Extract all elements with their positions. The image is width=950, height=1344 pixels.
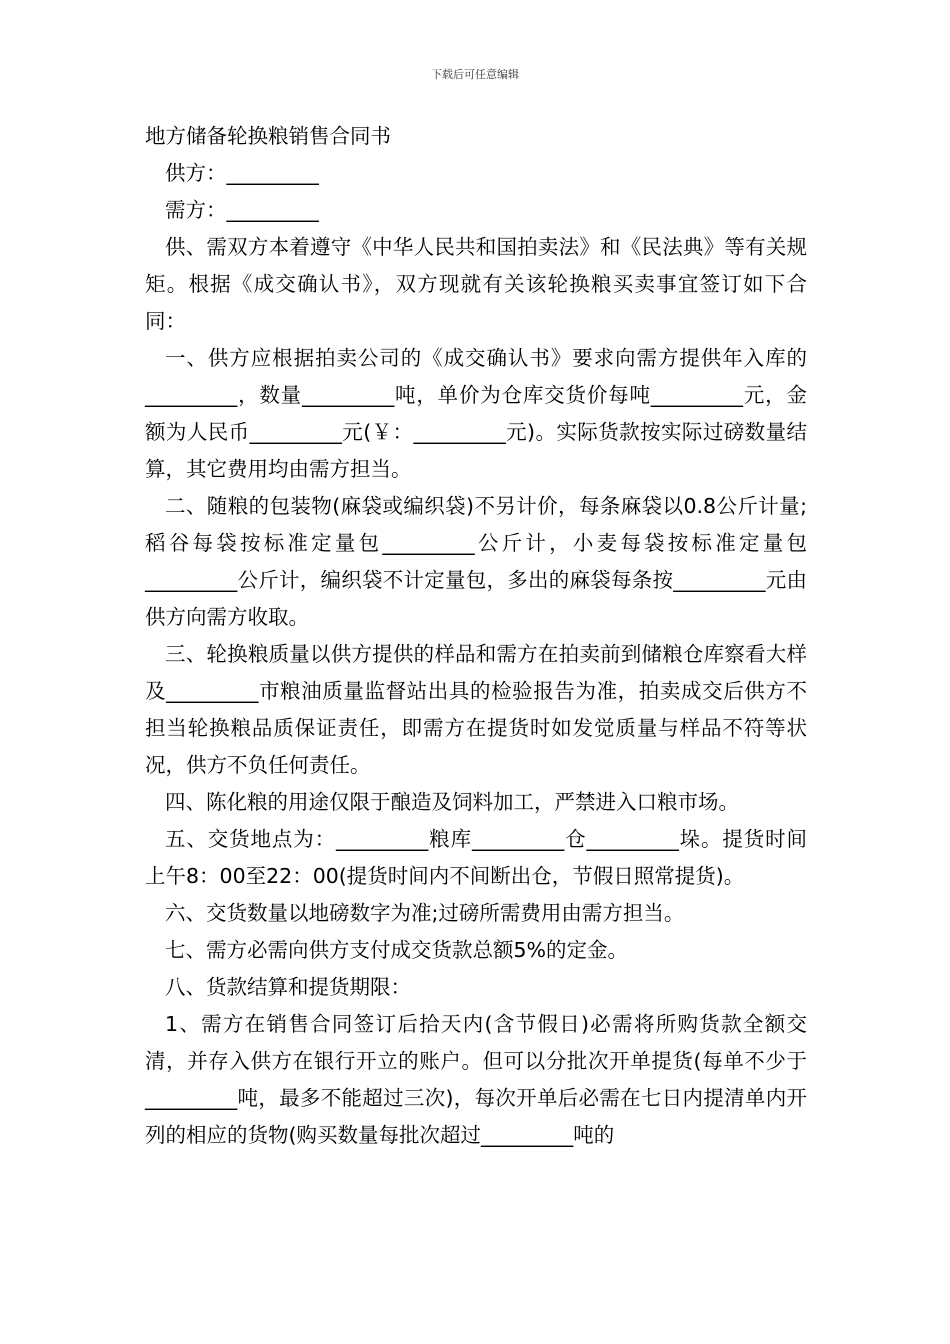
document-body: [145, 118, 807, 1154]
clause-2-paragraph: 二、随粮的包装物(麻袋或编织袋)不另计价，每条麻袋以0.8公斤计量;稻谷每袋按标准定量包_________公斤计，小麦每袋按标准定量包_________公斤计，编织袋不计定量包，多出的麻袋每条按_________元由供方向需方收取。: [145, 494, 807, 629]
clause-3-paragraph: 三、轮换粮质量以供方提供的样品和需方在拍卖前到储粮仓库察看大样及_________市粮油质量监督站出具的检验报告为准，拍卖成交后供方不担当轮换粮品质保证责任，即需方在提货时如发觉质量与样品不符等状况，供方不负任何责任。: [145, 642, 807, 777]
clause-8-item-1-paragraph: 1、需方在销售合同签订后拾天内(含节假日)必需将所购货款全额交清，并存入供方在银行开立的账户。但可以分批次开单提货(每单不少于_________吨，最多不能超过三次)，每次开单后必需在七日内提清单内开列的相应的货物(购买数量每批次超过_________吨的: [145, 1012, 807, 1147]
clause-8-heading: 八、货款结算和提货期限：: [165, 975, 411, 999]
clause-5-paragraph: 五、交货地点为：_________粮库_________仓_________垛。提货时间上午8：00至22：00(提货时间内不间断出仓，节假日照常提货)。: [145, 827, 807, 888]
buyer-line: 需方：_________: [165, 198, 319, 222]
supplier-line: 供方：_________: [165, 161, 319, 185]
clause-7-paragraph: 七、需方必需向供方支付成交货款总额5%的定金。: [165, 938, 629, 962]
clause-1-paragraph: 一、供方应根据拍卖公司的《成交确认书》要求向需方提供年入库的_________，数量_________吨，单价为仓库交货价每吨_________元，金额为人民币_________元(￥：_________元)。实际货款按实际过磅数量结算，其它费用均由需方担当。: [145, 346, 807, 481]
clause-6-paragraph: 六、交货数量以地磅数字为准;过磅所需费用由需方担当。: [165, 901, 685, 925]
preamble-paragraph: 供、需双方本着遵守《中华人民共和国拍卖法》和《民法典》等有关规矩。根据《成交确认书》，双方现就有关该轮换粮买卖事宜签订如下合同：: [145, 235, 807, 333]
document-title: 地方储备轮换粮销售合同书: [145, 124, 391, 148]
page-header-note: 下载后可任意编辑: [431, 68, 519, 81]
clause-4-paragraph: 四、陈化粮的用途仅限于酿造及饲料加工，严禁进入口粮市场。: [165, 790, 739, 814]
